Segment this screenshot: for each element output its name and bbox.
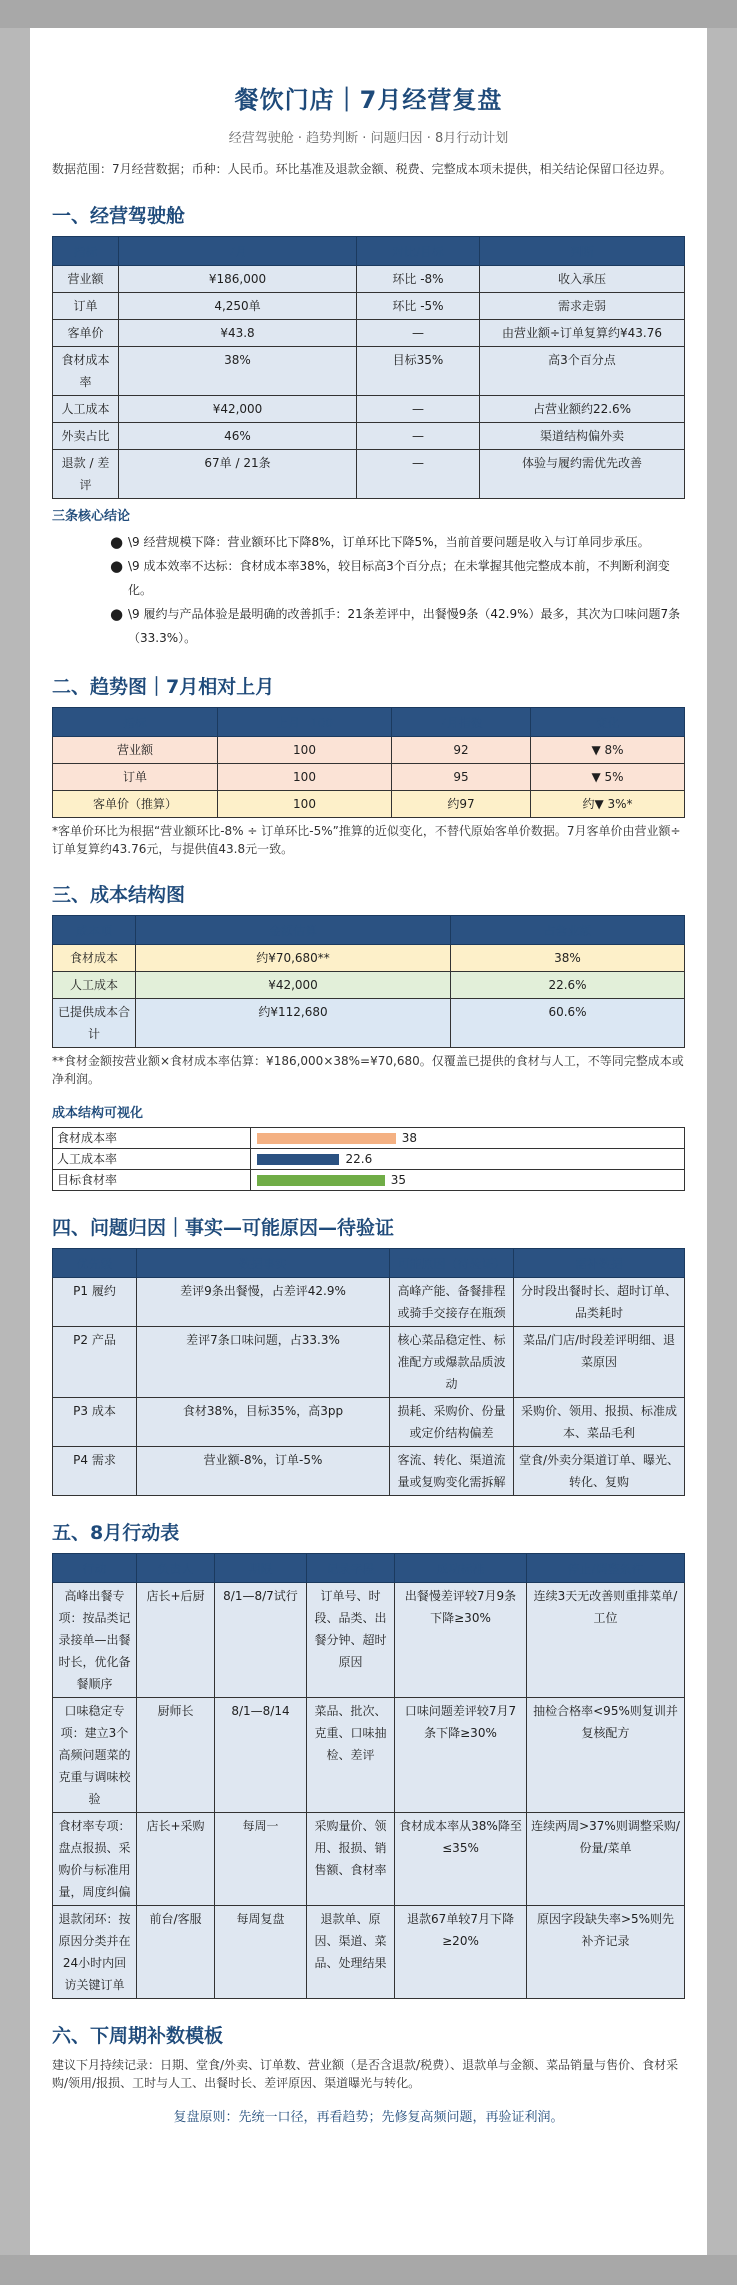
kpi-judge: 由营业额÷订单复算约¥43.76	[480, 320, 685, 347]
column-header: 行动	[53, 1554, 137, 1583]
trend-note: *客单价环比为根据“营业额环比-8% ÷ 订单环比-5%”推算的近似变化，不替代原始客单价数据。7月客单价由营业额÷订单复算约43.76元，与提供值43.8元一致。	[52, 824, 681, 856]
kpi-value: 46%	[119, 423, 357, 450]
table-row	[53, 396, 685, 423]
kpi-value: ¥186,000	[119, 266, 357, 293]
stop: 连续3天无改善则重排菜单/工位	[527, 1583, 685, 1698]
priority: P4 需求	[53, 1447, 137, 1496]
priority: P2 产品	[53, 1327, 137, 1398]
trend-base: 100	[218, 791, 392, 818]
kpi-judge: 收入承压	[480, 266, 685, 293]
cost-ratio: 60.6%	[451, 999, 685, 1048]
kpi-judge: 渠道结构偏外卖	[480, 423, 685, 450]
kpi-metric: 客单价	[53, 320, 119, 347]
trend-index: 92	[392, 737, 531, 764]
needed-data: 堂食/外卖分渠道订单、曝光、转化、复购	[514, 1447, 685, 1496]
column-header: 7月	[119, 237, 357, 266]
stop: 抽检合格率<95%则复训并复核配方	[527, 1698, 685, 1813]
action: 高峰出餐专项：按品类记录接单—出餐时长，优化备餐顺序	[53, 1583, 137, 1698]
cause: 损耗、采购价、份量或定价结构偏差	[390, 1398, 514, 1447]
kpi-value: 38%	[119, 347, 357, 396]
kpi-compare: —	[357, 450, 480, 499]
list-item: ● \9 履约与产品体验是最明确的改善抓手：21条差评中，出餐慢9条（42.9%）最多，其次为口味问题7条（33.3%）。	[110, 602, 685, 650]
bar-row	[53, 1149, 685, 1170]
fields: 采购量价、领用、报损、销售额、食材率	[307, 1813, 395, 1906]
fact: 食材38%，目标35%，高3pp	[137, 1398, 390, 1447]
bar-value: 35	[390, 1173, 407, 1187]
column-header: 上月=100	[218, 708, 392, 737]
stop: 连续两周>37%则调整采购/份量/菜单	[527, 1813, 685, 1906]
table-row	[53, 737, 685, 764]
column-header: 对比/目标	[357, 237, 480, 266]
trend-base: 100	[218, 764, 392, 791]
table-row	[53, 347, 685, 396]
bar-label: 目标食材率	[53, 1170, 251, 1191]
success: 出餐慢差评较7月9条下降≥30%	[395, 1583, 527, 1698]
kpi-value: ¥42,000	[119, 396, 357, 423]
table-row	[53, 450, 685, 499]
page-subtitle: 经营驾驶舱 · 趋势判断 · 问题归因 · 8月行动计划	[228, 131, 509, 146]
column-header: 成功标准	[395, 1554, 527, 1583]
fields: 退款单、原因、渠道、菜品、处理结果	[307, 1906, 395, 1999]
cost-item: 已提供成本合计	[53, 999, 136, 1048]
table-row	[53, 320, 685, 347]
section2-heading: 二、趋势图｜7月相对上月	[52, 676, 275, 698]
table-row	[53, 945, 685, 972]
bar-food-cost	[257, 1133, 396, 1144]
fact: 营业额-8%，订单-5%	[137, 1447, 390, 1496]
table-row	[53, 1278, 685, 1327]
cost-table	[52, 915, 685, 1048]
conclusion-list	[70, 530, 685, 650]
trend-change: 约▼ 3%*	[531, 791, 685, 818]
column-header: 变化	[531, 708, 685, 737]
trend-base: 100	[218, 737, 392, 764]
trend-metric: 客单价（推算）	[53, 791, 218, 818]
bottom-gray-band	[0, 2255, 737, 2285]
table-row	[53, 972, 685, 999]
due: 8/1—8/14	[215, 1698, 307, 1813]
column-header: 7月指数	[392, 708, 531, 737]
success: 退款67单较7月下降≥20%	[395, 1906, 527, 1999]
bar-target-food	[257, 1175, 385, 1186]
kpi-compare: —	[357, 423, 480, 450]
cost-bar-chart	[52, 1127, 685, 1191]
attribution-table	[52, 1248, 685, 1496]
kpi-compare: 环比 -5%	[357, 293, 480, 320]
table-row	[53, 1327, 685, 1398]
needed-data: 分时段出餐时长、超时订单、品类耗时	[514, 1278, 685, 1327]
kpi-value: ¥43.8	[119, 320, 357, 347]
owner: 厨师长	[137, 1698, 215, 1813]
fact: 差评9条出餐慢，占差评42.9%	[137, 1278, 390, 1327]
trend-index: 95	[392, 764, 531, 791]
trend-table	[52, 707, 685, 818]
list-item: ● \9 成本效率不达标：食材成本率38%，较目标高3个百分点；在未掌握其他完整成本前，不判断利润变化。	[110, 554, 685, 602]
kpi-judge: 体验与履约需优先改善	[480, 450, 685, 499]
table-row	[53, 791, 685, 818]
cost-ratio: 22.6%	[451, 972, 685, 999]
table-row	[53, 1698, 685, 1813]
column-header: 占营业额	[451, 916, 685, 945]
trend-change: ▼ 8%	[531, 737, 685, 764]
due: 8/1—8/7试行	[215, 1583, 307, 1698]
column-header: 负责人	[137, 1554, 215, 1583]
fields: 菜品、批次、克重、口味抽检、差评	[307, 1698, 395, 1813]
needed-data: 采购价、领用、报损、标准成本、菜品毛利	[514, 1398, 685, 1447]
success: 口味问题差评较7月7条下降≥30%	[395, 1698, 527, 1813]
column-header: 需补数据	[514, 1249, 685, 1278]
cause: 客流、转化、渠道流量或复购变化需拆解	[390, 1447, 514, 1496]
kpi-metric: 食材成本率	[53, 347, 119, 396]
bar-value: 22.6	[345, 1152, 373, 1166]
kpi-metric: 人工成本	[53, 396, 119, 423]
cost-amount: 约¥70,680**	[136, 945, 451, 972]
table-row	[53, 1583, 685, 1698]
cause: 核心菜品稳定性、标准配方或爆款品质波动	[390, 1327, 514, 1398]
kpi-value: 67单 / 21条	[119, 450, 357, 499]
owner: 店长+采购	[137, 1813, 215, 1906]
success: 食材成本率从38%降至≤35%	[395, 1813, 527, 1906]
owner: 店长+后厨	[137, 1583, 215, 1698]
kpi-judge: 占营业额约22.6%	[480, 396, 685, 423]
column-header: 指标	[53, 237, 119, 266]
kpi-compare: —	[357, 320, 480, 347]
kpi-metric: 营业额	[53, 266, 119, 293]
table-row	[53, 293, 685, 320]
due: 每周一	[215, 1813, 307, 1906]
kpi-table-header	[53, 237, 685, 266]
action-table-header	[53, 1554, 685, 1583]
column-header: 成本项	[53, 916, 136, 945]
column-header: 记录字段	[307, 1554, 395, 1583]
column-header: 期限	[215, 1554, 307, 1583]
table-row	[53, 1447, 685, 1496]
section4-heading: 四、问题归因｜事实—可能原因—待验证	[52, 1217, 395, 1239]
stop: 原因字段缺失率>5%则先补齐记录	[527, 1906, 685, 1999]
section6-heading: 六、下周期补数模板	[52, 2025, 224, 2047]
kpi-judge: 需求走弱	[480, 293, 685, 320]
table-row	[53, 1398, 685, 1447]
due: 每周复盘	[215, 1906, 307, 1999]
kpi-compare: —	[357, 396, 480, 423]
column-header: 停止/调整条件	[527, 1554, 685, 1583]
table-row	[53, 1906, 685, 1999]
section3-heading: 三、成本结构图	[52, 884, 186, 906]
cost-table-header	[53, 916, 685, 945]
fact: 差评7条口味问题，占33.3%	[137, 1327, 390, 1398]
table-row	[53, 423, 685, 450]
kpi-metric: 外卖占比	[53, 423, 119, 450]
column-header: 数据事实	[137, 1249, 390, 1278]
action: 口味稳定专项：建立3个高频问题菜的克重与调味校验	[53, 1698, 137, 1813]
table-row	[53, 999, 685, 1048]
bar-row	[53, 1170, 685, 1191]
bar-row	[53, 1128, 685, 1149]
bar-cell	[251, 1170, 685, 1191]
table-row	[53, 764, 685, 791]
cost-item: 食材成本	[53, 945, 136, 972]
list-item: ● \9 经营规模下降：营业额环比下降8%，订单环比下降5%，当前首要问题是收入与订单同步承压。	[110, 530, 685, 554]
table-row	[53, 266, 685, 293]
kpi-table	[52, 236, 685, 499]
cost-viz-heading: 成本结构可视化	[52, 1106, 144, 1121]
action: 退款闭环：按原因分类并在24小时内回访关键订单	[53, 1906, 137, 1999]
kpi-value: 4,250单	[119, 293, 357, 320]
cost-amount: ¥42,000	[136, 972, 451, 999]
column-header: 指标	[53, 708, 218, 737]
top-gray-band	[0, 0, 737, 28]
template-body: 建议下月持续记录：日期、堂食/外卖、订单数、营业额（是否含退款/税费）、退款单与金额、菜品销量与售价、食材采购/领用/报损、工时与人工、出餐时长、差评原因、渠道曝光与转化。	[52, 2058, 679, 2090]
column-header: 判断	[480, 237, 685, 266]
bar-cell	[251, 1149, 685, 1170]
bar-value: 38	[401, 1131, 417, 1145]
fields: 订单号、时段、品类、出餐分钟、超时原因	[307, 1583, 395, 1698]
kpi-metric: 订单	[53, 293, 119, 320]
action-table	[52, 1553, 685, 1999]
section1-heading: 一、经营驾驶舱	[52, 205, 186, 227]
kpi-compare: 环比 -8%	[357, 266, 480, 293]
owner: 前台/客服	[137, 1906, 215, 1999]
trend-index: 约97	[392, 791, 531, 818]
table-row	[53, 1813, 685, 1906]
conclusions-heading: 三条核心结论	[52, 509, 131, 524]
data-scope-note: 数据范围：7月经营数据；币种：人民币。环比基准及退款金额、税费、完整成本项未提供，相关结论保留口径边界。	[52, 162, 672, 176]
attribution-table-header	[53, 1249, 685, 1278]
kpi-compare: 目标35%	[357, 347, 480, 396]
kpi-metric: 退款 / 差评	[53, 450, 119, 499]
bar-label: 人工成本率	[53, 1149, 251, 1170]
page-title: 餐饮门店｜7月经营复盘	[234, 86, 503, 114]
review-principle: 复盘原则：先统一口径，再看趋势；先修复高频问题，再验证利润。	[173, 2110, 564, 2125]
trend-change: ▼ 5%	[531, 764, 685, 791]
column-header: 金额估算	[136, 916, 451, 945]
bar-label: 食材成本率	[53, 1128, 251, 1149]
column-header: 可能原因（待验证）	[390, 1249, 514, 1278]
cost-ratio: 38%	[451, 945, 685, 972]
bar-labor-cost	[257, 1154, 339, 1165]
trend-metric: 订单	[53, 764, 218, 791]
needed-data: 菜品/门店/时段差评明细、退菜原因	[514, 1327, 685, 1398]
trend-metric: 营业额	[53, 737, 218, 764]
kpi-judge: 高3个百分点	[480, 347, 685, 396]
trend-table-header	[53, 708, 685, 737]
section5-heading: 五、8月行动表	[52, 1522, 180, 1544]
cause: 高峰产能、备餐排程或骑手交接存在瓶颈	[390, 1278, 514, 1327]
action: 食材率专项：盘点报损、采购价与标准用量，周度纠偏	[53, 1813, 137, 1906]
column-header: 优先级	[53, 1249, 137, 1278]
cost-note: **食材金额按营业额×食材成本率估算：¥186,000×38%=¥70,680。仅覆盖已提供的食材与人工，不等同完整成本或净利润。	[52, 1054, 684, 1086]
cost-amount: 约¥112,680	[136, 999, 451, 1048]
priority: P1 履约	[53, 1278, 137, 1327]
priority: P3 成本	[53, 1398, 137, 1447]
document-page	[30, 28, 707, 2255]
bar-cell	[251, 1128, 685, 1149]
cost-item: 人工成本	[53, 972, 136, 999]
